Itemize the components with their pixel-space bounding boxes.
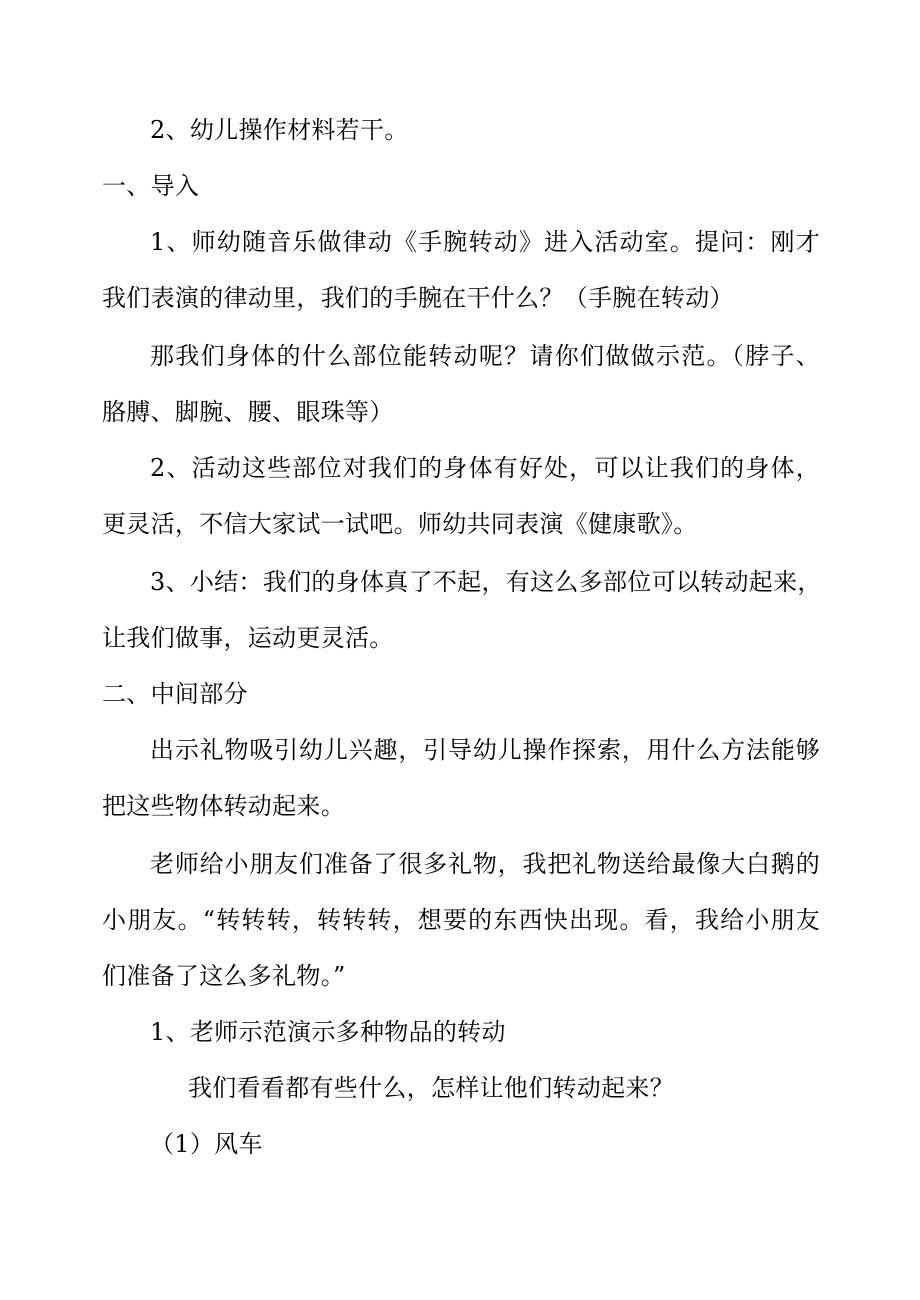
- text-line-4: 我们表演的律动里，我们的手腕在干什么？（手腕在转动）: [102, 284, 734, 312]
- section-heading-intro: 一、导入: [102, 172, 200, 200]
- text-line-7: 2、活动这些部位对我们的身体有好处，可以让我们的身体，: [150, 454, 820, 482]
- text-line-8: 更灵活，不信大家试一试吧。师幼共同表演《健康歌》。: [102, 510, 698, 538]
- text-line-6: 胳膊、脚腕、腰、眼珠等）: [102, 398, 394, 426]
- text-line-14: 老师给小朋友们准备了很多礼物，我把礼物送给最像大白鹅的: [150, 850, 820, 878]
- text-line-5: 那我们身体的什么部位能转动呢？请你们做做示范。（脖子、: [150, 342, 820, 370]
- text-line-10: 让我们做事，运动更灵活。: [102, 624, 394, 652]
- section-heading-middle: 二、中间部分: [102, 680, 248, 708]
- text-line-3: 1、师幼随音乐做律动《手腕转动》进入活动室。提问：刚才: [150, 228, 820, 256]
- text-line-13: 把这些物体转动起来。: [102, 792, 345, 820]
- text-line-1: 2、幼儿操作材料若干。: [150, 116, 409, 144]
- text-line-12: 出示礼物吸引幼儿兴趣，引导幼儿操作探索，用什么方法能够: [150, 736, 820, 764]
- text-line-18: 我们看看都有些什么，怎样让他们转动起来？: [188, 1074, 674, 1102]
- list-item-windmill: （1）风车: [150, 1130, 263, 1158]
- text-line-15: 小朋友。“转转转，转转转，想要的东西快出现。看，我给小朋友: [102, 906, 820, 934]
- text-line-17: 1、老师示范演示多种物品的转动: [150, 1018, 506, 1046]
- text-line-9: 3、小结：我们的身体真了不起，有这么多部位可以转动起来，: [150, 568, 822, 596]
- text-line-16: 们准备了这么多礼物。”: [102, 962, 346, 990]
